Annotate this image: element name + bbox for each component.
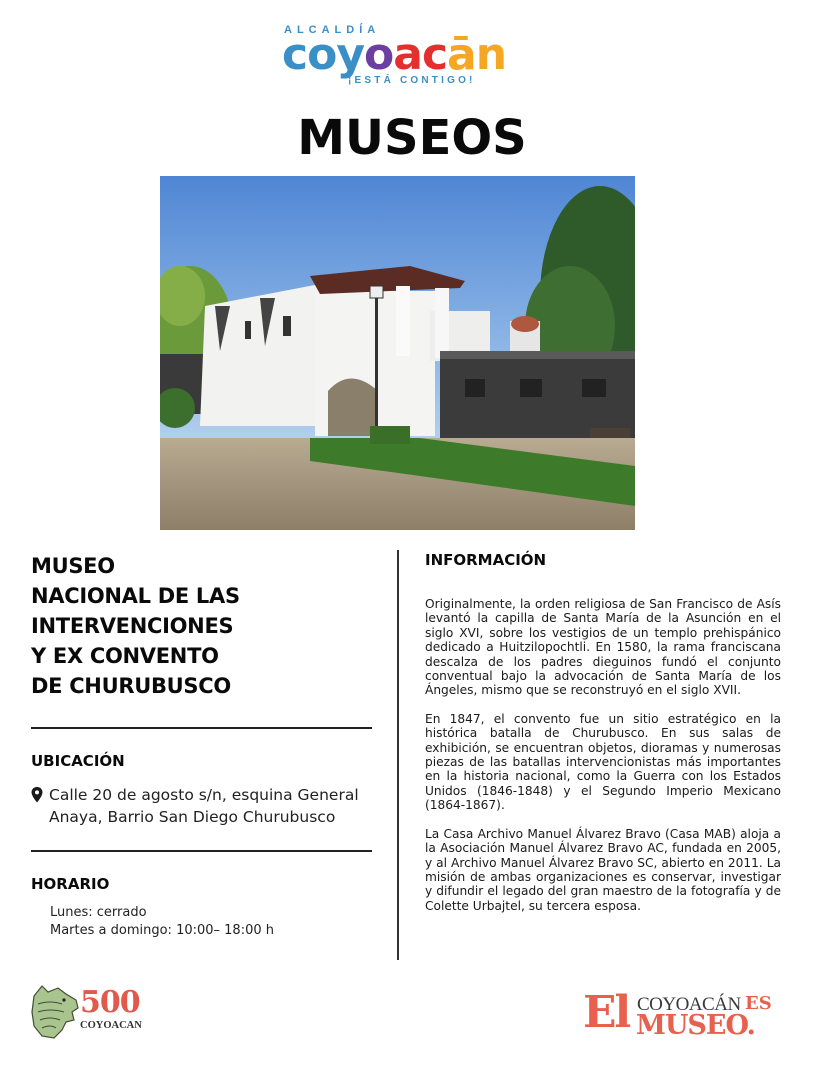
information-heading: INFORMACIÓN: [425, 551, 547, 569]
logo-tagline: ¡ESTÁ CONTIGO!: [348, 75, 476, 86]
coyoacan-500-logo: [28, 982, 158, 1042]
location-heading: UBICACIÓN: [31, 752, 125, 770]
divider-after-location: [31, 850, 372, 852]
museum-name-line: Y EX CONVENTO: [31, 644, 219, 668]
museum-name-line: DE CHURUBUSCO: [31, 674, 231, 698]
schedule-line: Martes a domingo: 10:00– 18:00 h: [50, 923, 274, 938]
address-line: Calle 20 de agosto s/n, esquina General: [49, 786, 359, 804]
logo-letter: ā: [447, 29, 476, 80]
museum-name-line: NACIONAL DE LAS: [31, 584, 240, 608]
logo-wordmark: [282, 30, 506, 80]
logo-letter: c: [282, 29, 308, 80]
logo-letter: a: [393, 29, 422, 80]
logo-el: El: [583, 987, 630, 1038]
page-title: MUSEOS: [297, 110, 527, 166]
column-divider: [397, 550, 399, 960]
logo-500-number: 500: [80, 985, 140, 1020]
museum-photo-illustration: [160, 176, 635, 530]
address-line: Anaya, Barrio San Diego Churubusco: [49, 808, 336, 826]
information-paragraph: En 1847, el convento fue un sitio estratégico en la histórica batalla de Churubusco. En sus salas de exhibición, se encuentran objetos, dioramas y numerosas piezas de las batallas intervencionistas más importantes en la historia nacional, como la Guerra con los Estados Unidos (1846-1848) y el Segundo Imperio Mexicano (1864-1867).: [425, 711, 781, 813]
museum-name-line: INTERVENCIONES: [31, 614, 234, 638]
schedule-heading: HORARIO: [31, 875, 110, 893]
logo-letter: o: [307, 29, 337, 80]
logo-museo: MUSEO.: [636, 1010, 755, 1041]
logo-letter: n: [475, 29, 507, 80]
logo-500-name: COYOACAN: [80, 1020, 142, 1031]
logo-alcaldia-text: ALCALDÍA: [284, 24, 381, 36]
coyoacan-es-museo-logo: [583, 987, 788, 1045]
logo-coyoacan: COYOACÁN: [637, 994, 741, 1015]
coyote-head-icon: [28, 982, 80, 1040]
information-paragraph: Originalmente, la orden religiosa de San Francisco de Asís levantó la capilla de Santa María de la Asunción en el siglo XVI, sobre los vestigios de un templo prehispánico dedicado a Huitzilopochtli. En 1580, la rama franciscana descalza de los padres dieguinos fundó el conjunto conventual bajo la advocación de Santa María de los Ángeles, mismo que se reconstruyó en el siglo XVII.: [425, 597, 781, 698]
logo-letter: c: [421, 29, 448, 80]
schedule-line: Lunes: cerrado: [50, 905, 147, 920]
museum-name-line: MUSEO: [31, 554, 115, 578]
museum-photo: [160, 176, 635, 530]
logo-letter: o: [364, 29, 394, 80]
logo-letter: y: [336, 29, 365, 80]
divider-after-name: [31, 727, 372, 729]
map-pin-icon: [31, 787, 43, 803]
information-paragraph: La Casa Archivo Manuel Álvarez Bravo (Casa MAB) aloja a la Asociación Manuel Álvarez Bravo AC, fundada en 2005, y al Archivo Manuel Álvarez Bravo SC, abierto en 2011. La misión de ambas organizaciones es conservar, investigar y difundir el legado del gran maestro de la fotografía y de Colette Urbajtel, su tercera esposa.: [425, 826, 781, 913]
alcaldia-coyoacan-logo: [270, 22, 550, 92]
information-body: [425, 597, 781, 927]
logo-es: ES: [745, 993, 772, 1014]
schedule-hours: [50, 904, 274, 940]
museum-name: [31, 551, 371, 701]
